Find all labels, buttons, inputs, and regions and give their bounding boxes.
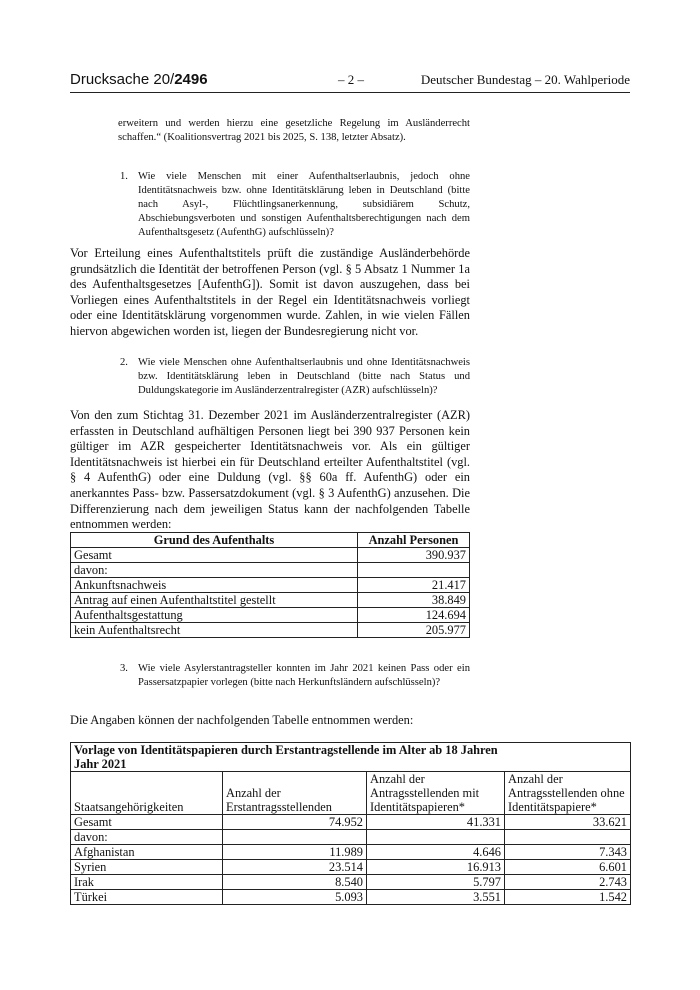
total-cell: 5.093 (223, 890, 367, 905)
country-cell: davon: (71, 830, 223, 845)
answer-3: Die Angaben können der nachfolgenden Tabelle entnommen werden: (70, 713, 414, 727)
country-cell: Irak (71, 875, 223, 890)
with-papers-cell: 16.913 (367, 860, 505, 875)
row-label: kein Aufenthaltsrecht (71, 623, 358, 638)
country-cell: Afghanistan (71, 845, 223, 860)
table-row (71, 593, 470, 608)
question-text: Wie viele Menschen mit einer Aufenthaltserlaubnis, jedoch ohne Identitätsnachweis bzw. ohne Identitätsklärung leben in Deutschland (bitte nach Asyl-, Flüchtlingsanerkennung, subsidiärem Schutz, Abschiebungsverboten und sonstigen Aufenthaltsberechtigungen nach dem Aufenthaltsgesetz (AufenthG) aufschlüsseln)? (138, 171, 470, 238)
country-cell: Türkei (71, 890, 223, 905)
document-id (70, 71, 208, 88)
row-value: 390.937 (358, 548, 470, 563)
row-value: 205.977 (358, 623, 470, 638)
row-label: Aufenthaltsgestattung (71, 608, 358, 623)
total-cell (223, 830, 367, 845)
row-value: 124.694 (358, 608, 470, 623)
question-2 (120, 356, 470, 398)
with-papers-cell: 41.331 (367, 815, 505, 830)
table-row (71, 875, 631, 890)
quote-continuation: erweitern und werden hierzu eine gesetzliche Regelung im Ausländerrecht schaffen.“ (Koalitionsvertrag 2021 bis 2025, S. 138, letzter Absatz). (118, 118, 470, 143)
total-cell: 11.989 (223, 845, 367, 860)
row-value: 21.417 (358, 578, 470, 593)
country-cell: Syrien (71, 860, 223, 875)
row-label: davon: (71, 563, 358, 578)
answer-2: Von den zum Stichtag 31. Dezember 2021 im Ausländerzentralregister (AZR) erfassten in Deutschland aufhältigen Personen liegt bei 390 937 Personen kein gültiger im AZR gespeicherter Identitätsnachweis vor. Als ein gültiger Identitätsnachweis ist hierbei ein für Deutschland erteilter Aufenthaltstitel (vgl. § 4 AufenthG) oder eine Duldung (vgl. §§ 60a ff. AufenthG) oder ein anerkanntes Pass- bzw. Passersatzdokument (vgl. § 3 AufenthG) anzusehen. Die Differenzierung nach dem jeweiligen Status kann der nachfolgenden Tabelle entnommen werden: (70, 408, 470, 532)
row-label: Antrag auf einen Aufenthaltstitel gestellt (71, 593, 358, 608)
table-row (71, 623, 470, 638)
table-caption-title: Vorlage von Identitätspapieren durch Erstantragstellende im Alter ab 18 Jahren (74, 743, 498, 757)
question-number: 1. (120, 171, 128, 182)
question-number: 3. (120, 663, 128, 674)
with-papers-cell: 4.646 (367, 845, 505, 860)
with-papers-cell (367, 830, 505, 845)
column-header: Anzahl der Antragsstellenden ohne Identitätspapiere* (505, 772, 631, 815)
question-3 (120, 662, 470, 690)
row-value: 38.849 (358, 593, 470, 608)
residence-status-table (70, 532, 470, 638)
table-header-row (71, 533, 470, 548)
without-papers-cell: 6.601 (505, 860, 631, 875)
without-papers-cell: 7.343 (505, 845, 631, 860)
page-number: – 2 – (338, 72, 364, 87)
table-caption (71, 743, 631, 772)
column-header: Anzahl Personen (358, 533, 470, 548)
column-header: Anzahl der Antragsstellenden mit Identitätspapieren* (367, 772, 505, 815)
total-cell: 23.514 (223, 860, 367, 875)
page-header (70, 66, 630, 93)
with-papers-cell: 5.797 (367, 875, 505, 890)
table-header-row (71, 772, 631, 815)
row-value (358, 563, 470, 578)
table-row (71, 563, 470, 578)
total-cell: 74.952 (223, 815, 367, 830)
table-row (71, 890, 631, 905)
answer-1: Vor Erteilung eines Aufenthaltstitels prüft die zuständige Ausländerbehörde grundsätzlich die Identität der betroffenen Person (vgl. § 5 Absatz 1 Nummer 1a des Aufenthaltsgesetzes [AufenthG]). Somit ist davon auszugehen, dass bei Vorliegen eines Aufenthaltstitels in der Regel ein Identitätsnachweis vorliegt oder eine Identitätsklärung vorgenommen wurde. Zahlen, in wie vielen Fällen hiervon abgewichen worden ist, liegen der Bundesregierung nicht vor. (70, 246, 470, 338)
document-number: 2496 (174, 71, 208, 88)
table-row (71, 845, 631, 860)
question-1 (120, 170, 470, 240)
without-papers-cell: 2.743 (505, 875, 631, 890)
country-cell: Gesamt (71, 815, 223, 830)
without-papers-cell: 1.542 (505, 890, 631, 905)
table-row (71, 578, 470, 593)
table-row (71, 815, 631, 830)
question-number: 2. (120, 357, 128, 368)
table-row (71, 608, 470, 623)
without-papers-cell: 33.621 (505, 815, 631, 830)
question-text: Wie viele Asylerstantragsteller konnten im Jahr 2021 keinen Pass oder ein Passersatzpapier vorlegen (bitte nach Herkunftsländern aufschlüsseln)? (138, 663, 470, 688)
table-caption-year: Jahr 2021 (74, 757, 127, 771)
table-caption-row (71, 743, 631, 772)
table-row (71, 830, 631, 845)
document-label: Drucksache 20/ (70, 71, 175, 88)
row-label: Ankunftsnachweis (71, 578, 358, 593)
table-row (71, 548, 470, 563)
without-papers-cell (505, 830, 631, 845)
identity-papers-table (70, 742, 631, 905)
total-cell: 8.540 (223, 875, 367, 890)
column-header: Grund des Aufenthalts (71, 533, 358, 548)
parliament-label: Deutscher Bundestag – 20. Wahlperiode (420, 72, 630, 87)
question-text: Wie viele Menschen ohne Aufenthaltserlaubnis und ohne Identitätsnachweis bzw. Identitätsklärung leben in Deutschland (bitte nach Status und Duldungskategorie im Ausländerzentralregister (AZR) aufschlüsseln)? (138, 357, 470, 396)
row-label: Gesamt (71, 548, 358, 563)
column-header: Staatsangehörigkeiten (71, 772, 223, 815)
with-papers-cell: 3.551 (367, 890, 505, 905)
column-header: Anzahl der Erstantragsstellenden (223, 772, 367, 815)
table-row (71, 860, 631, 875)
